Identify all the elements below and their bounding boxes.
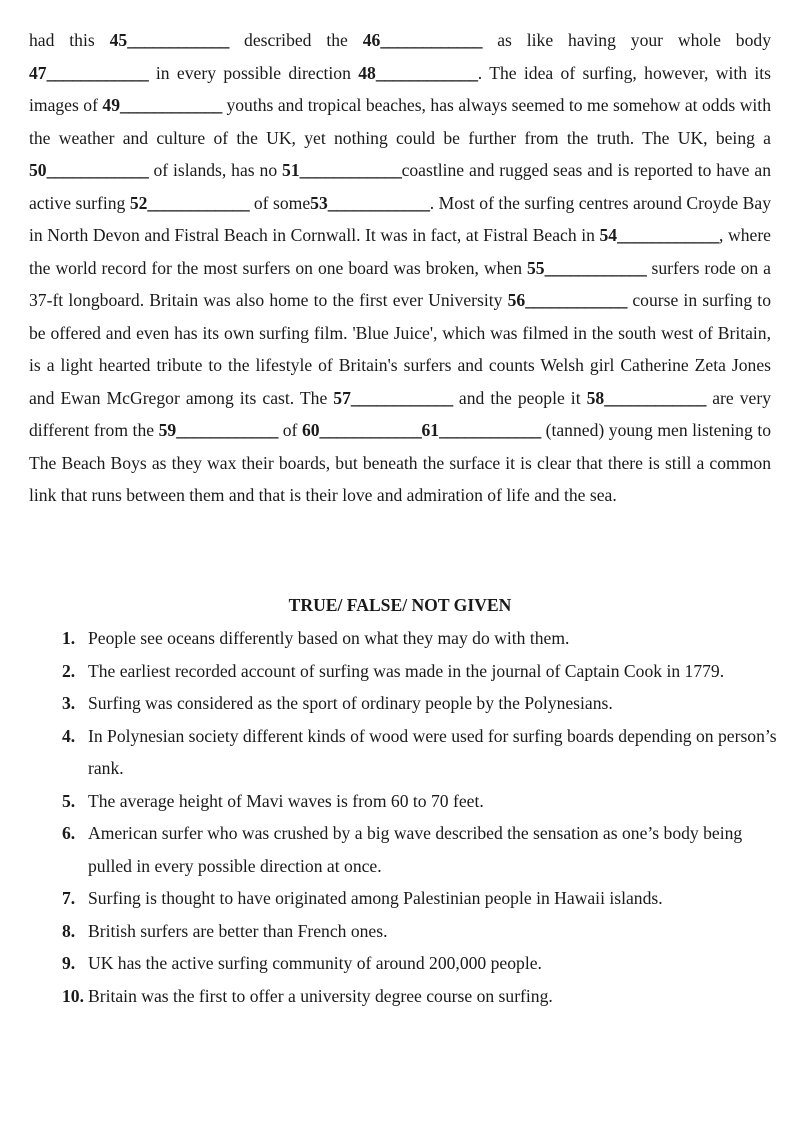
gap-number: 51 (282, 160, 300, 180)
question-item (62, 882, 777, 915)
passage-text: coastline and rugged seas and is reported to have an active surfing (29, 160, 771, 213)
passage-text: of some (249, 192, 311, 213)
question-number: 6. (62, 823, 76, 843)
gap-line: ____________ (544, 257, 647, 278)
passage-text: , where the world record for the most surfers on one board was broken, when (29, 225, 771, 278)
gap-number: 49 (102, 95, 121, 115)
gap-blank-46[interactable] (363, 30, 483, 50)
gap-blank-47[interactable] (29, 63, 149, 83)
gap-number: 52 (129, 192, 148, 213)
question-text: People see oceans differently based on what they may do with them. (88, 628, 570, 648)
gap-number: 46 (362, 30, 381, 50)
section-title: TRUE/ FALSE/ NOT GIVEN (288, 595, 512, 615)
gap-number: 58 (586, 387, 605, 408)
passage-text: had this (29, 30, 110, 50)
gap-blank-55[interactable] (527, 258, 647, 278)
passage-text: . Most of the surfing centres around Croyde Bay in North Devon and Fistral Beach in Cornwall. It was in fact, at Fistral Beach in (29, 192, 772, 245)
gap-line: ____________ (380, 30, 483, 50)
gap-line: ____________ (46, 160, 149, 180)
gap-line: ____________ (350, 387, 453, 408)
question-item (62, 915, 777, 948)
gap-line: ____________ (525, 290, 628, 310)
gap-line: ____________ (299, 160, 402, 180)
gap-number: 61 (421, 420, 440, 440)
passage-text: in every possible direction (148, 62, 359, 83)
gap-line: ____________ (617, 225, 720, 245)
question-item (62, 655, 777, 688)
passage-text: and the people it (452, 387, 587, 408)
question-item (62, 980, 777, 1013)
gap-blank-54[interactable] (599, 225, 719, 245)
question-number: 9. (62, 953, 76, 973)
gap-blank-57[interactable] (333, 388, 453, 408)
gap-line: ____________ (604, 387, 707, 408)
question-number: 10. (62, 985, 84, 1006)
gap-blank-53[interactable] (310, 193, 430, 213)
question-item (62, 817, 777, 882)
question-text: Britain was the first to offer a university degree course on surfing. (88, 985, 553, 1006)
gap-blank-59[interactable] (159, 420, 279, 440)
question-item (62, 720, 777, 785)
gap-number: 50 (29, 160, 47, 180)
gap-blank-58[interactable] (587, 388, 707, 408)
gap-blank-51[interactable] (282, 160, 402, 180)
gap-number: 53 (310, 192, 328, 213)
question-number: 4. (62, 725, 76, 746)
question-text: American surfer who was crushed by a big wave described the sensation as one’s body being pulled in every possible direction at once. (88, 823, 743, 876)
question-item (62, 947, 777, 980)
question-text: British surfers are better than French ones. (88, 920, 388, 941)
passage-text: of islands, has no (148, 160, 283, 180)
gap-number: 55 (527, 257, 545, 278)
gap-number: 59 (158, 420, 177, 440)
question-item (62, 622, 777, 655)
true-false-question-list (62, 622, 777, 1012)
gap-number: 54 (599, 225, 618, 245)
question-text: UK has the active surfing community of around 200,000 people. (88, 953, 542, 973)
question-text: The average height of Mavi waves is from 60 to 70 feet. (88, 790, 484, 811)
gap-line: ____________ (375, 62, 478, 83)
passage-text: described the (229, 30, 363, 50)
gap-number: 47 (29, 62, 47, 83)
gap-line: ____________ (147, 192, 250, 213)
gap-number: 57 (333, 387, 351, 408)
passage-text: surfers rode on a 37-ft longboard. Britain was also home to the first ever University (29, 257, 771, 310)
gap-number: 48 (358, 62, 376, 83)
passage-text: of (278, 420, 302, 440)
gap-blank-48[interactable] (358, 63, 478, 83)
question-item (62, 687, 777, 720)
question-text: Surfing is thought to have originated among Palestinian people in Hawaii islands. (88, 888, 663, 908)
question-item (62, 785, 777, 818)
gap-line: ____________ (319, 420, 422, 440)
question-number: 5. (62, 790, 76, 811)
question-number: 8. (62, 920, 76, 941)
passage-text: as like having your whole body (482, 30, 771, 50)
passage-text: . The idea of surfing, however, with its images of (29, 62, 771, 115)
passage-text: (tanned) young men listening to The Beach Boys as they wax their boards, but beneath the surface it is clear that there is still a common link that runs between them and that is their love and admiration of life and the sea. (29, 420, 772, 505)
question-text: The earliest recorded account of surfing was made in the journal of Captain Cook in 1779. (88, 660, 725, 681)
gap-blank-50[interactable] (29, 160, 149, 180)
question-text: Surfing was considered as the sport of ordinary people by the Polynesians. (88, 693, 613, 713)
passage-text: course in surfing to be offered and even has its own surfing film. 'Blue Juice', which was filmed in the south west of Britain, is a light hearted tribute to the lifestyle of Britain's surfers and counts Welsh girl Catherine Zeta Jones and Ewan McGregor among its cast. The (29, 290, 771, 408)
gap-number: 56 (507, 290, 526, 310)
question-number: 3. (62, 693, 76, 713)
gap-number: 60 (301, 420, 320, 440)
question-number: 1. (62, 628, 76, 648)
cloze-passage (29, 24, 771, 512)
question-number: 7. (62, 888, 76, 908)
gap-line: ____________ (176, 420, 279, 440)
gap-blank-61[interactable] (422, 420, 542, 440)
gap-line: ____________ (327, 192, 430, 213)
passage-text: are very different from the (29, 387, 771, 440)
passage-text: youths and tropical beaches, has always seemed to me somehow at odds with the weather and culture of the UK, yet nothing could be further from the truth. The UK, being a (29, 95, 771, 148)
gap-blank-52[interactable] (130, 193, 250, 213)
gap-line: ____________ (120, 95, 222, 115)
gap-blank-49[interactable] (102, 95, 222, 115)
question-text: In Polynesian society different kinds of wood were used for surfing boards depending on person’s rank. (88, 725, 777, 778)
gap-line: ____________ (46, 62, 149, 83)
gap-blank-45[interactable] (110, 30, 230, 50)
question-number: 2. (62, 660, 76, 681)
gap-line: ____________ (127, 30, 230, 50)
gap-blank-56[interactable] (508, 290, 628, 310)
gap-line: ____________ (439, 420, 542, 440)
gap-blank-60[interactable] (302, 420, 422, 440)
gap-number: 45 (109, 30, 128, 50)
